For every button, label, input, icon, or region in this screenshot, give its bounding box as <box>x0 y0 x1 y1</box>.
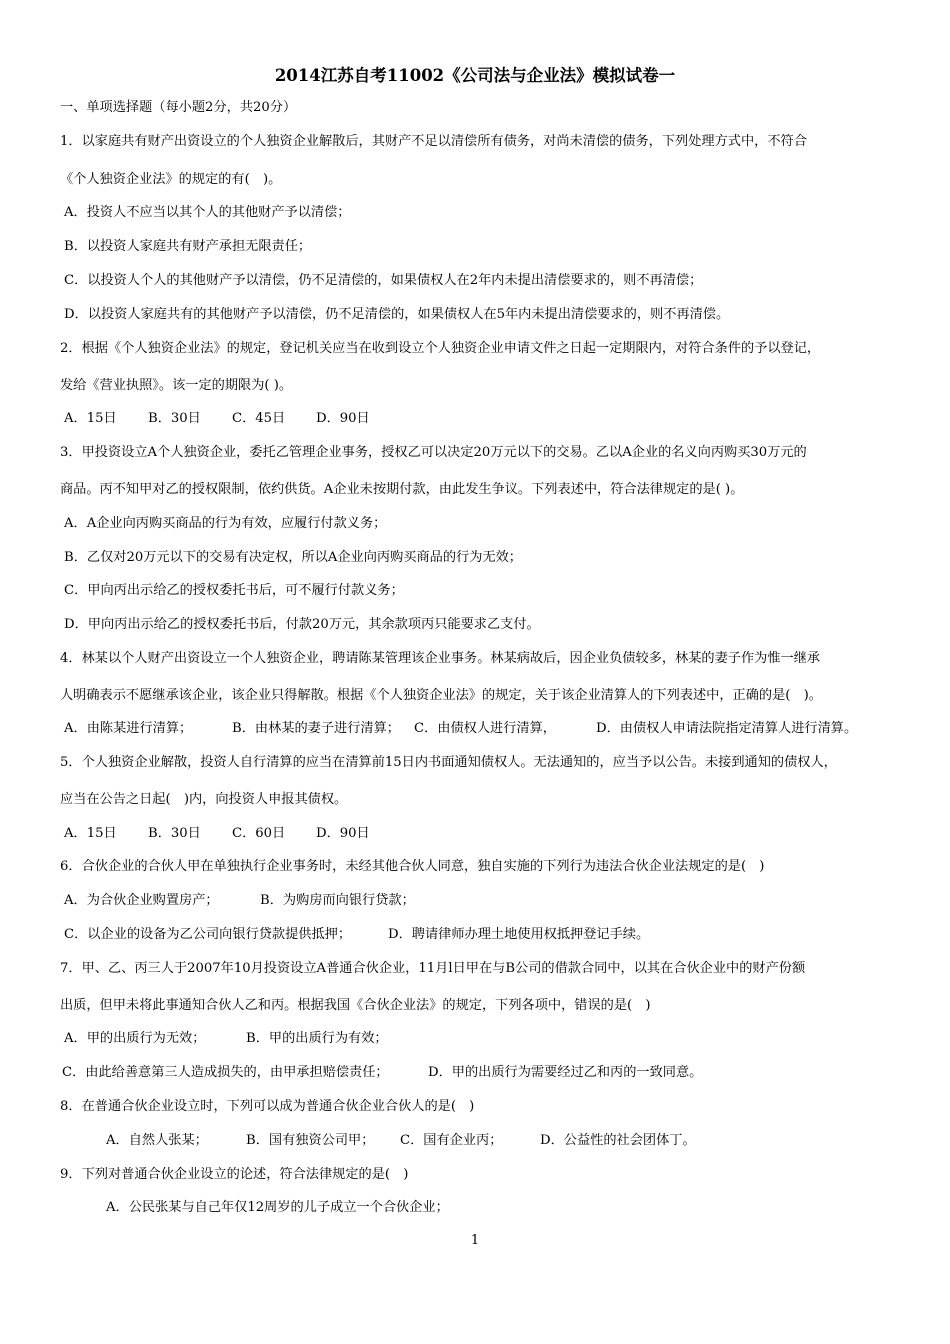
q6-option-c: C．以企业的设备为乙公司向银行贷款提供抵押； <box>64 927 352 942</box>
page-number: 1 <box>470 1233 480 1248</box>
q4-stem-line2: 人明确表示不愿继承该企业，该企业只得解散。根据《个人独资企业法》的规定，关于该企业清算人的下列表述中，正确的是( )。 <box>60 688 822 703</box>
q1-option-c: C．以投资人个人的其他财产予以清偿，仍不足清偿的，如果债权人在2年内未提出清偿要求的，则不再清偿； <box>64 273 703 288</box>
q5-option-b: B．30日 <box>148 826 201 841</box>
q5-option-c: C．60日 <box>232 826 286 841</box>
q2-stem-line2: 发给《营业执照》。该一定的期限为( )。 <box>60 378 293 393</box>
q1-stem-line1: 1．以家庭共有财产出资设立的个人独资企业解散后，其财产不足以清偿所有债务，对尚未清偿的债务，下列处理方式中，不符合 <box>60 134 807 149</box>
q3-option-d: D．甲向丙出示给乙的授权委托书后，付款20万元，其余款项丙只能要求乙支付。 <box>64 617 540 632</box>
q3-option-a: A．A企业向丙购买商品的行为有效，应履行付款义务； <box>64 516 387 531</box>
q6-option-d: D．聘请律师办理土地使用权抵押登记手续。 <box>388 927 650 942</box>
section-heading: 一、单项选择题（每小题2分，共20分） <box>60 100 297 115</box>
q9-option-a: A．公民张某与自己年仅12周岁的儿子成立一个合伙企业； <box>106 1200 449 1215</box>
q2-option-a: A．15日 <box>64 411 117 426</box>
q5-option-d: D．90日 <box>316 826 370 841</box>
q2-option-b: B．30日 <box>148 411 201 426</box>
q4-stem-line1: 4．林某以个人财产出资设立一个人独资企业，聘请陈某管理该企业事务。林某病故后，因企业负债较多，林某的妻子作为惟一继承 <box>60 651 821 666</box>
q8-option-d: D．公益性的社会团体丁。 <box>540 1133 696 1148</box>
q8-option-c: C．国有企业丙； <box>400 1133 503 1148</box>
q2-options <box>64 410 370 428</box>
q3-option-b: B．乙仅对20万元以下的交易有决定权，所以A企业向丙购买商品的行为无效； <box>64 550 522 565</box>
q7-options-row2 <box>62 1064 702 1082</box>
q4-option-c: C．由债权人进行清算， <box>414 721 556 736</box>
q6-options-row1 <box>64 892 415 910</box>
q3-option-c: C．甲向丙出示给乙的授权委托书后，可不履行付款义务； <box>64 583 404 598</box>
q8-option-a: A．自然人张某； <box>106 1133 208 1148</box>
q5-option-a: A．15日 <box>64 826 117 841</box>
q8-stem-line1: 8．在普通合伙企业设立时，下列可以成为普通合伙企业合伙人的是( ) <box>60 1099 475 1114</box>
q3-stem-line1: 3．甲投资设立A个人独资企业，委托乙管理企业事务，授权乙可以决定20万元以下的交易。乙以A企业的名义向丙购买30万元的 <box>60 445 807 460</box>
q8-option-b: B．国有独资公司甲； <box>246 1133 375 1148</box>
q5-options <box>64 825 370 843</box>
document-title: 2014江苏自考11002《公司法与企业法》模拟试卷一 <box>274 66 676 85</box>
q1-option-a: A．投资人不应当以其个人的其他财产予以清偿； <box>64 205 351 220</box>
q6-options-row2 <box>64 926 649 944</box>
q1-option-d: D．以投资人家庭共有的其他财产予以清偿，仍不足清偿的，如果债权人在5年内未提出清偿要求的，则不再清偿。 <box>64 307 730 322</box>
q2-stem-line1: 2．根据《个人独资企业法》的规定，登记机关应当在收到设立个人独资企业申请文件之日起一定期限内，对符合条件的予以登记， <box>60 341 821 356</box>
q5-stem-line1: 5．个人独资企业解散，投资人自行清算的应当在清算前15日内书面通知债权人。无法通知的，应当予以公告。未接到通知的债权人， <box>60 755 837 770</box>
q4-option-a: A．由陈某进行清算； <box>64 721 193 736</box>
q5-stem-line2: 应当在公告之日起( )内，向投资人申报其债权。 <box>60 792 348 807</box>
q4-options <box>64 720 857 738</box>
q9-stem-line1: 9．下列对普通合伙企业设立的论述，符合法律规定的是( ) <box>60 1167 409 1182</box>
q6-option-a: A．为合伙企业购置房产； <box>64 893 219 908</box>
q7-options-row1 <box>64 1030 388 1048</box>
q1-stem-line2: 《个人独资企业法》的规定的有( )。 <box>60 172 282 187</box>
q6-option-b: B．为购房而向银行贷款； <box>260 893 415 908</box>
q8-options <box>106 1132 696 1150</box>
q7-option-b: B．甲的出质行为有效； <box>246 1031 388 1046</box>
q2-option-c: C．45日 <box>232 411 286 426</box>
q3-stem-line2: 商品。丙不知甲对乙的授权限制，依约供货。A企业未按期付款，由此发生争议。下列表述中，符合法律规定的是( )。 <box>60 482 744 497</box>
q7-option-c: C．由此给善意第三人造成损失的，由甲承担赔偿责任； <box>62 1065 389 1080</box>
q7-option-a: A．甲的出质行为无效； <box>64 1031 206 1046</box>
q7-stem-line2: 出质，但甲未将此事通知合伙人乙和丙。根据我国《合伙企业法》的规定，下列各项中，错误的是( ) <box>60 998 651 1013</box>
q6-stem-line1: 6．合伙企业的合伙人甲在单独执行企业事务时，未经其他合伙人同意，独自实施的下列行为违法合伙企业法规定的是( ) <box>60 859 765 874</box>
q4-option-b: B．由林某的妻子进行清算； <box>232 721 400 736</box>
q1-option-b: B．以投资人家庭共有财产承担无限责任； <box>64 239 312 254</box>
q7-option-d: D．甲的出质行为需要经过乙和丙的一致同意。 <box>428 1065 703 1080</box>
q4-option-d: D．由债权人申请法院指定清算人进行清算。 <box>596 721 858 736</box>
q2-option-d: D．90日 <box>316 411 370 426</box>
q7-stem-line1: 7．甲、乙、丙三人于2007年10月投资设立A普通合伙企业，11月l日甲在与B公司的借款合同中，以其在合伙企业中的财产份额 <box>60 961 806 976</box>
